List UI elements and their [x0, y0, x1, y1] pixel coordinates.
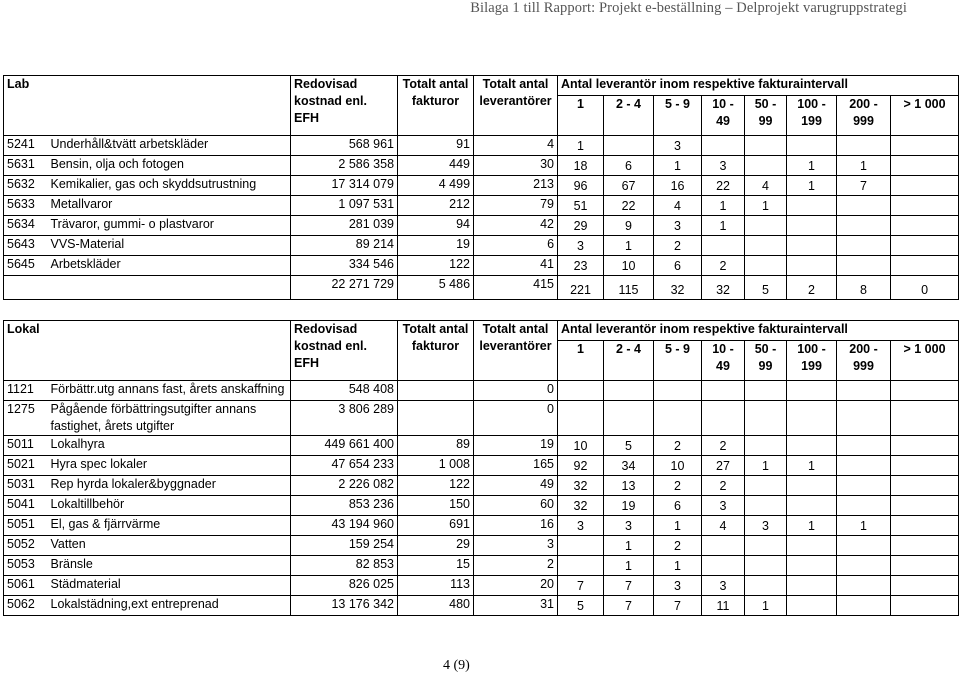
- interval-count-cell: 1: [654, 556, 702, 576]
- leverantorer-cell: 2: [474, 556, 558, 576]
- interval-count-cell: [837, 256, 891, 276]
- interval-count-cell: 96: [558, 176, 604, 196]
- interval-count-cell: 1: [654, 156, 702, 176]
- table-row: [4, 556, 959, 576]
- fakturor-cell: [398, 381, 474, 401]
- kostnad-cell: 82 853: [291, 556, 398, 576]
- leverantorer-cell: 31: [474, 596, 558, 616]
- kostnad-cell: 548 408: [291, 381, 398, 401]
- interval-header: 2 - 4: [604, 341, 654, 381]
- fakturor-cell: 480: [398, 596, 474, 616]
- interval-count-cell: [787, 576, 837, 596]
- interval-count-cell: [745, 156, 787, 176]
- interval-group-header: Antal leverantör inom respektive fakturaintervall: [558, 321, 959, 341]
- interval-count-cell: [891, 476, 959, 496]
- interval-count-cell: [787, 256, 837, 276]
- interval-count-cell: 32: [558, 496, 604, 516]
- interval-header: 200 - 999: [837, 341, 891, 381]
- interval-count-cell: [787, 216, 837, 236]
- interval-count-cell: 1: [745, 596, 787, 616]
- interval-count-cell: [837, 536, 891, 556]
- account-description: VVS-Material: [48, 236, 291, 256]
- interval-header: > 1 000: [891, 96, 959, 136]
- interval-count-cell: [837, 136, 891, 156]
- interval-header: > 1 000: [891, 341, 959, 381]
- total-interval-count: 5: [745, 276, 787, 300]
- fakturor-cell: 449: [398, 156, 474, 176]
- interval-count-cell: 51: [558, 196, 604, 216]
- account-code: 5061: [4, 576, 48, 596]
- account-code: 1121: [4, 381, 48, 401]
- interval-count-cell: 9: [604, 216, 654, 236]
- fakturor-header: Totalt antal fakturor: [398, 76, 474, 136]
- interval-header: 100 - 199: [787, 341, 837, 381]
- account-code: 5643: [4, 236, 48, 256]
- interval-count-cell: 3: [745, 516, 787, 536]
- leverantorer-cell: 165: [474, 456, 558, 476]
- table-row: [4, 156, 959, 176]
- interval-count-cell: 1: [604, 236, 654, 256]
- interval-count-cell: [702, 401, 745, 436]
- interval-count-cell: [837, 476, 891, 496]
- leverantorer-cell: 3: [474, 536, 558, 556]
- account-code: 5631: [4, 156, 48, 176]
- account-code: 5062: [4, 596, 48, 616]
- interval-count-cell: 13: [604, 476, 654, 496]
- leverantorer-cell: 49: [474, 476, 558, 496]
- interval-count-cell: 10: [558, 436, 604, 456]
- interval-count-cell: 7: [654, 596, 702, 616]
- interval-count-cell: 34: [604, 456, 654, 476]
- table-row: [4, 381, 959, 401]
- interval-header: 50 - 99: [745, 341, 787, 381]
- interval-count-cell: [558, 556, 604, 576]
- kostnad-cell: 43 194 960: [291, 516, 398, 536]
- interval-count-cell: 3: [654, 576, 702, 596]
- interval-count-cell: [891, 496, 959, 516]
- lab-table: [3, 75, 959, 300]
- leverantorer-header: Totalt antal leverantörer: [474, 76, 558, 136]
- interval-count-cell: 1: [604, 536, 654, 556]
- leverantorer-cell: 42: [474, 216, 558, 236]
- account-description: Förbättr.utg annans fast, årets anskaffning: [48, 381, 291, 401]
- fakturor-cell: 150: [398, 496, 474, 516]
- kostnad-cell: 449 661 400: [291, 436, 398, 456]
- table-row: [4, 496, 959, 516]
- leverantorer-cell: 41: [474, 256, 558, 276]
- interval-count-cell: [654, 381, 702, 401]
- leverantorer-cell: 213: [474, 176, 558, 196]
- interval-count-cell: 18: [558, 156, 604, 176]
- leverantorer-cell: 30: [474, 156, 558, 176]
- interval-count-cell: [891, 176, 959, 196]
- table-row: [4, 401, 959, 436]
- lokal-table: [3, 320, 959, 616]
- leverantorer-cell: 60: [474, 496, 558, 516]
- table-row: [4, 456, 959, 476]
- total-interval-count: 0: [891, 276, 959, 300]
- kostnad-cell: 47 654 233: [291, 456, 398, 476]
- account-code: 5634: [4, 216, 48, 236]
- page-number: 4 (9): [443, 658, 470, 673]
- fakturor-header: Totalt antal fakturor: [398, 321, 474, 381]
- account-description: Pågående förbättringsutgifter annans fastighet, årets utgifter: [48, 401, 291, 436]
- interval-count-cell: [558, 536, 604, 556]
- account-description: Lokalhyra: [48, 436, 291, 456]
- table-row: [4, 236, 959, 256]
- interval-count-cell: 67: [604, 176, 654, 196]
- total-interval-count: 8: [837, 276, 891, 300]
- interval-count-cell: 16: [654, 176, 702, 196]
- total-interval-count: 32: [702, 276, 745, 300]
- interval-count-cell: 3: [604, 516, 654, 536]
- interval-header: 50 - 99: [745, 96, 787, 136]
- kostnad-cell: 826 025: [291, 576, 398, 596]
- interval-count-cell: [891, 381, 959, 401]
- fakturor-cell: 122: [398, 256, 474, 276]
- fakturor-cell: 122: [398, 476, 474, 496]
- interval-count-cell: 22: [604, 196, 654, 216]
- interval-count-cell: [837, 496, 891, 516]
- leverantorer-cell: 19: [474, 436, 558, 456]
- interval-count-cell: 2: [654, 476, 702, 496]
- interval-count-cell: [837, 576, 891, 596]
- interval-count-cell: [558, 381, 604, 401]
- interval-count-cell: 1: [787, 156, 837, 176]
- total-leverantorer: 415: [474, 276, 558, 300]
- interval-count-cell: 5: [558, 596, 604, 616]
- interval-count-cell: [837, 401, 891, 436]
- interval-count-cell: [604, 136, 654, 156]
- fakturor-cell: 691: [398, 516, 474, 536]
- interval-count-cell: [745, 436, 787, 456]
- table-body: [4, 136, 959, 300]
- interval-count-cell: [787, 136, 837, 156]
- kostnad-cell: 2 226 082: [291, 476, 398, 496]
- account-description: Arbetskläder: [48, 256, 291, 276]
- interval-count-cell: [787, 496, 837, 516]
- interval-count-cell: [745, 556, 787, 576]
- interval-count-cell: 1: [702, 196, 745, 216]
- interval-count-cell: 3: [702, 576, 745, 596]
- interval-count-cell: [837, 556, 891, 576]
- account-description: Trävaror, gummi- o plastvaror: [48, 216, 291, 236]
- kostnad-cell: 3 806 289: [291, 401, 398, 436]
- interval-count-cell: 1: [745, 456, 787, 476]
- account-description: Lokalstädning,ext entreprenad: [48, 596, 291, 616]
- interval-count-cell: 3: [558, 516, 604, 536]
- interval-count-cell: 23: [558, 256, 604, 276]
- account-code: 5021: [4, 456, 48, 476]
- interval-count-cell: 11: [702, 596, 745, 616]
- interval-count-cell: [891, 401, 959, 436]
- interval-count-cell: [702, 381, 745, 401]
- fakturor-cell: 19: [398, 236, 474, 256]
- leverantorer-cell: 16: [474, 516, 558, 536]
- interval-count-cell: 1: [604, 556, 654, 576]
- interval-count-cell: 1: [837, 516, 891, 536]
- account-code: 5031: [4, 476, 48, 496]
- leverantorer-cell: 79: [474, 196, 558, 216]
- page-header: Bilaga 1 till Rapport: Projekt e-beställning – Delprojekt varugruppstrategi: [470, 0, 907, 16]
- interval-group-header: Antal leverantör inom respektive fakturaintervall: [558, 76, 959, 96]
- interval-header: 2 - 4: [604, 96, 654, 136]
- interval-count-cell: 5: [604, 436, 654, 456]
- account-description: Metallvaror: [48, 196, 291, 216]
- interval-count-cell: [787, 236, 837, 256]
- interval-header: 10 - 49: [702, 341, 745, 381]
- interval-count-cell: [891, 196, 959, 216]
- interval-count-cell: 29: [558, 216, 604, 236]
- interval-count-cell: 7: [604, 596, 654, 616]
- interval-count-cell: 1: [787, 176, 837, 196]
- interval-count-cell: 2: [654, 236, 702, 256]
- fakturor-cell: 4 499: [398, 176, 474, 196]
- interval-count-cell: [604, 401, 654, 436]
- interval-count-cell: [837, 596, 891, 616]
- total-interval-count: 221: [558, 276, 604, 300]
- kostnad-cell: 853 236: [291, 496, 398, 516]
- table-body: [4, 381, 959, 616]
- interval-count-cell: 1: [787, 456, 837, 476]
- interval-header: 1: [558, 341, 604, 381]
- interval-count-cell: [787, 381, 837, 401]
- table-row: [4, 196, 959, 216]
- leverantorer-cell: 0: [474, 381, 558, 401]
- interval-count-cell: 4: [702, 516, 745, 536]
- kostnad-cell: 89 214: [291, 236, 398, 256]
- interval-count-cell: [891, 136, 959, 156]
- interval-count-cell: [745, 256, 787, 276]
- interval-count-cell: [891, 576, 959, 596]
- kostnad-cell: 568 961: [291, 136, 398, 156]
- total-interval-count: 115: [604, 276, 654, 300]
- interval-count-cell: [702, 536, 745, 556]
- fakturor-cell: 212: [398, 196, 474, 216]
- interval-count-cell: 10: [654, 456, 702, 476]
- interval-count-cell: [702, 136, 745, 156]
- interval-count-cell: [745, 476, 787, 496]
- interval-count-cell: [891, 216, 959, 236]
- interval-count-cell: [891, 156, 959, 176]
- table-row: [4, 536, 959, 556]
- account-code: 5041: [4, 496, 48, 516]
- kostnad-cell: 13 176 342: [291, 596, 398, 616]
- leverantorer-header: Totalt antal leverantörer: [474, 321, 558, 381]
- account-code: 5645: [4, 256, 48, 276]
- interval-count-cell: 3: [702, 156, 745, 176]
- interval-header: 100 - 199: [787, 96, 837, 136]
- account-code: 5051: [4, 516, 48, 536]
- total-fakturor: 5 486: [398, 276, 474, 300]
- interval-count-cell: [745, 381, 787, 401]
- interval-count-cell: [787, 401, 837, 436]
- interval-count-cell: [745, 136, 787, 156]
- table-row: [4, 596, 959, 616]
- fakturor-cell: [398, 401, 474, 436]
- account-description: Vatten: [48, 536, 291, 556]
- kostnad-cell: 17 314 079: [291, 176, 398, 196]
- interval-header: 10 - 49: [702, 96, 745, 136]
- account-description: Underhåll&tvätt arbetskläder: [48, 136, 291, 156]
- interval-count-cell: 10: [604, 256, 654, 276]
- account-description: Rep hyrda lokaler&byggnader: [48, 476, 291, 496]
- account-code: 5011: [4, 436, 48, 456]
- interval-count-cell: 27: [702, 456, 745, 476]
- account-code: 5633: [4, 196, 48, 216]
- fakturor-cell: 113: [398, 576, 474, 596]
- redovisad-header: Redovisad kostnad enl. EFH: [291, 76, 398, 136]
- account-description: Lokaltillbehör: [48, 496, 291, 516]
- interval-count-cell: [891, 456, 959, 476]
- interval-count-cell: [837, 381, 891, 401]
- interval-count-cell: [891, 236, 959, 256]
- account-description: Bränsle: [48, 556, 291, 576]
- account-code: 5241: [4, 136, 48, 156]
- interval-count-cell: [837, 196, 891, 216]
- leverantorer-cell: 20: [474, 576, 558, 596]
- fakturor-cell: 91: [398, 136, 474, 156]
- leverantorer-cell: 0: [474, 401, 558, 436]
- total-kostnad: 22 271 729: [291, 276, 398, 300]
- interval-count-cell: [702, 556, 745, 576]
- interval-count-cell: 4: [654, 196, 702, 216]
- table-row: [4, 216, 959, 236]
- interval-header: 5 - 9: [654, 96, 702, 136]
- fakturor-cell: 89: [398, 436, 474, 456]
- interval-count-cell: 2: [654, 536, 702, 556]
- interval-count-cell: 3: [558, 236, 604, 256]
- interval-count-cell: [604, 381, 654, 401]
- interval-count-cell: [745, 236, 787, 256]
- table-row: [4, 476, 959, 496]
- interval-count-cell: [787, 556, 837, 576]
- account-code: 5052: [4, 536, 48, 556]
- fakturor-cell: 15: [398, 556, 474, 576]
- interval-count-cell: 6: [654, 256, 702, 276]
- kostnad-cell: 159 254: [291, 536, 398, 556]
- table-row: [4, 436, 959, 456]
- interval-count-cell: [787, 196, 837, 216]
- interval-count-cell: 4: [745, 176, 787, 196]
- interval-count-cell: 22: [702, 176, 745, 196]
- table-label: Lab: [4, 76, 291, 136]
- interval-count-cell: [745, 401, 787, 436]
- interval-count-cell: [787, 436, 837, 456]
- table-row: [4, 516, 959, 536]
- fakturor-cell: 29: [398, 536, 474, 556]
- interval-header: 1: [558, 96, 604, 136]
- interval-count-cell: 3: [654, 216, 702, 236]
- table-label: Lokal: [4, 321, 291, 381]
- leverantorer-cell: 6: [474, 236, 558, 256]
- interval-count-cell: [891, 536, 959, 556]
- interval-count-cell: 1: [837, 156, 891, 176]
- account-description: Kemikalier, gas och skyddsutrustning: [48, 176, 291, 196]
- interval-count-cell: 1: [745, 196, 787, 216]
- interval-count-cell: 7: [558, 576, 604, 596]
- interval-count-cell: [891, 256, 959, 276]
- leverantorer-cell: 4: [474, 136, 558, 156]
- interval-count-cell: 3: [654, 136, 702, 156]
- account-code: 1275: [4, 401, 48, 436]
- interval-count-cell: 2: [654, 436, 702, 456]
- interval-count-cell: [837, 456, 891, 476]
- total-interval-count: 32: [654, 276, 702, 300]
- total-interval-count: 2: [787, 276, 837, 300]
- table-row: [4, 136, 959, 156]
- interval-header: 5 - 9: [654, 341, 702, 381]
- interval-count-cell: [745, 216, 787, 236]
- account-code: 5053: [4, 556, 48, 576]
- interval-count-cell: 1: [654, 516, 702, 536]
- interval-count-cell: 7: [837, 176, 891, 196]
- interval-count-cell: 2: [702, 436, 745, 456]
- table-row: [4, 576, 959, 596]
- interval-count-cell: 2: [702, 256, 745, 276]
- redovisad-header: Redovisad kostnad enl. EFH: [291, 321, 398, 381]
- interval-count-cell: [837, 216, 891, 236]
- totals-label-cell: [4, 276, 291, 300]
- kostnad-cell: 281 039: [291, 216, 398, 236]
- interval-count-cell: 1: [702, 216, 745, 236]
- kostnad-cell: 334 546: [291, 256, 398, 276]
- account-description: El, gas & fjärrvärme: [48, 516, 291, 536]
- account-code: 5632: [4, 176, 48, 196]
- interval-count-cell: [837, 436, 891, 456]
- interval-count-cell: 6: [604, 156, 654, 176]
- interval-count-cell: 2: [702, 476, 745, 496]
- table-row: [4, 176, 959, 196]
- fakturor-cell: 94: [398, 216, 474, 236]
- interval-count-cell: [702, 236, 745, 256]
- interval-count-cell: [891, 596, 959, 616]
- account-description: Hyra spec lokaler: [48, 456, 291, 476]
- kostnad-cell: 2 586 358: [291, 156, 398, 176]
- interval-count-cell: [558, 401, 604, 436]
- interval-count-cell: 32: [558, 476, 604, 496]
- interval-count-cell: [745, 536, 787, 556]
- account-description: Städmaterial: [48, 576, 291, 596]
- kostnad-cell: 1 097 531: [291, 196, 398, 216]
- interval-count-cell: [891, 436, 959, 456]
- interval-count-cell: [654, 401, 702, 436]
- interval-count-cell: [787, 536, 837, 556]
- account-description: Bensin, olja och fotogen: [48, 156, 291, 176]
- interval-count-cell: [745, 576, 787, 596]
- interval-count-cell: 19: [604, 496, 654, 516]
- interval-count-cell: [787, 596, 837, 616]
- totals-row: [4, 276, 959, 300]
- fakturor-cell: 1 008: [398, 456, 474, 476]
- interval-count-cell: 6: [654, 496, 702, 516]
- table-row: [4, 256, 959, 276]
- interval-count-cell: [745, 496, 787, 516]
- interval-count-cell: 1: [787, 516, 837, 536]
- interval-count-cell: 3: [702, 496, 745, 516]
- interval-count-cell: [891, 516, 959, 536]
- interval-count-cell: [891, 556, 959, 576]
- interval-count-cell: 92: [558, 456, 604, 476]
- interval-header: 200 - 999: [837, 96, 891, 136]
- interval-count-cell: 1: [558, 136, 604, 156]
- interval-count-cell: [787, 476, 837, 496]
- interval-count-cell: [837, 236, 891, 256]
- interval-count-cell: 7: [604, 576, 654, 596]
